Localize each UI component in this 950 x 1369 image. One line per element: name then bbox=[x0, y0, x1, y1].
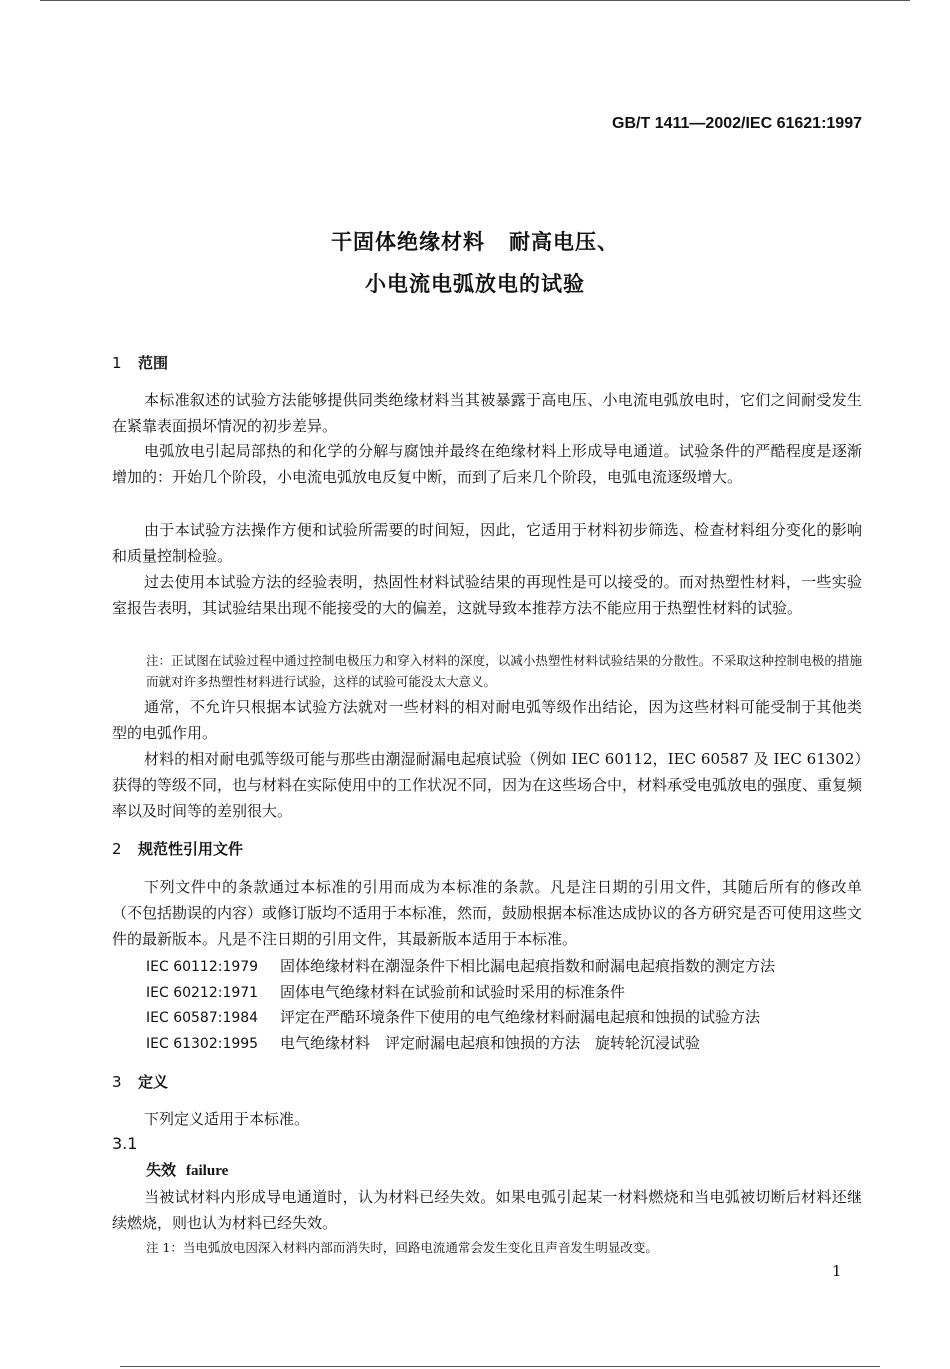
section-1-heading bbox=[112, 352, 168, 373]
section-title: 范围 bbox=[138, 354, 169, 372]
s3-note-1: 注 1：当电弧放电因深入材料内部而消失时，回路电流通常会发生变化且声音发生明显改变。 bbox=[146, 1240, 658, 1255]
doc-title-line2: 小电流电弧放电的试验 bbox=[365, 272, 585, 296]
section-title: 定义 bbox=[138, 1073, 169, 1091]
s3-paragraph-2: 当被试材料内形成导电通道时，认为材料已经失效。如果电弧引起某一材料燃烧和当电弧被切断后材料还继续燃烧，则也认为材料已经失效。 bbox=[112, 1188, 862, 1232]
s2-paragraph-1: 下列文件中的条款通过本标准的引用而成为本标准的条款。凡是注日期的引用文件，其随后所有的修改单（不包括勘误的内容）或修订版均不适用于本标准，然而，鼓励根据本标准达成协议的各方研究是否可使用这些文件的最新版本。凡是不注日期的引用文件，其最新版本适用于本标准。 bbox=[112, 878, 863, 948]
subsection-number: 3.1 bbox=[112, 1134, 138, 1153]
reference-code: IEC 60212:1971 bbox=[146, 985, 259, 1001]
term-entry bbox=[146, 1159, 228, 1180]
reference-code: IEC 61302:1995 bbox=[146, 1036, 259, 1052]
reference-title: 固体电气绝缘材料在试验前和试验时采用的标准条件 bbox=[280, 983, 626, 1001]
reference-code: IEC 60587:1984 bbox=[146, 1010, 259, 1026]
s1-paragraph-4: 过去使用本试验方法的经验表明，热固性材料试验结果的再现性是可以接受的。而对热塑性材料，一些实验室报告表明，其试验结果出现不能接受的大的偏差，这就导致本推荐方法不能应用于热塑性材料的试验。 bbox=[112, 573, 862, 617]
scan-edge-bottom bbox=[120, 1366, 880, 1367]
reference-title: 固体绝缘材料在潮湿条件下相比漏电起痕指数和耐漏电起痕指数的测定方法 bbox=[280, 957, 776, 975]
reference-item bbox=[146, 981, 625, 1002]
standard-id: GB/T 1411—2002/IEC 61621:1997 bbox=[612, 115, 862, 132]
section-title: 规范性引用文件 bbox=[138, 840, 244, 858]
reference-item bbox=[146, 955, 775, 976]
section-number: 1 bbox=[112, 354, 122, 372]
title-part-b: 耐高电压、 bbox=[509, 230, 619, 254]
s1-paragraph-1: 本标准叙述的试验方法能够提供同类绝缘材料当其被暴露于高电压、小电流电弧放电时，它们之间耐受发生在紧靠表面损坏情况的初步差异。 bbox=[112, 391, 862, 435]
section-number: 3 bbox=[112, 1073, 122, 1091]
page-number: 1 bbox=[832, 1262, 842, 1280]
s1-paragraph-5: 通常，不允许只根据本试验方法就对一些材料的相对耐电弧等级作出结论，因为这些材料可能受制于其他类型的电弧作用。 bbox=[112, 698, 862, 742]
title-part-a: 干固体绝缘材料 bbox=[331, 230, 485, 254]
s1-paragraph-3: 由于本试验方法操作方便和试验所需要的时间短，因此，它适用于材料初步筛选、检查材料组分变化的影响和质量控制检验。 bbox=[112, 521, 862, 565]
section-number: 2 bbox=[112, 840, 122, 858]
term-english: failure bbox=[186, 1163, 229, 1179]
section-2-heading bbox=[112, 838, 243, 859]
s1-paragraph-2: 电弧放电引起局部热的和化学的分解与腐蚀并最终在绝缘材料上形成导电通道。试验条件的严酷程度是逐渐增加的：开始几个阶段，小电流电弧放电反复中断，而到了后来几个阶段，电弧电流逐级增大。 bbox=[112, 442, 862, 486]
doc-title-line1 bbox=[0, 226, 950, 256]
term-chinese: 失效 bbox=[146, 1161, 177, 1179]
reference-code: IEC 60112:1979 bbox=[146, 959, 259, 975]
s3-paragraph-1: 下列定义适用于本标准。 bbox=[144, 1110, 310, 1128]
reference-item bbox=[146, 1032, 700, 1053]
s1-paragraph-6: 材料的相对耐电弧等级可能与那些由潮湿耐漏电起痕试验（例如 IEC 60112，IEC 60587 及 IEC 61302）获得的等级不同，也与材料在实际使用中的工作状况不同，因为在这些场合中，材料承受电弧放电的强度、重复频率以及时间等的差别很大。 bbox=[112, 750, 863, 820]
s1-note: 注：正试图在试验过程中通过控制电极压力和穿入材料的深度，以减小热塑性材料试验结果的分散性。不采取这种控制电极的措施而就对许多热塑性材料进行试验，这样的试验可能没太大意义。 bbox=[146, 653, 862, 689]
reference-title: 评定在严酷环境条件下使用的电气绝缘材料耐漏电起痕和蚀损的试验方法 bbox=[280, 1008, 761, 1026]
reference-item bbox=[146, 1006, 760, 1027]
section-3-heading bbox=[112, 1071, 168, 1092]
reference-title: 电气绝缘材料 评定耐漏电起痕和蚀损的方法 旋转轮沉浸试验 bbox=[280, 1034, 701, 1052]
scan-edge-top bbox=[40, 0, 910, 1]
